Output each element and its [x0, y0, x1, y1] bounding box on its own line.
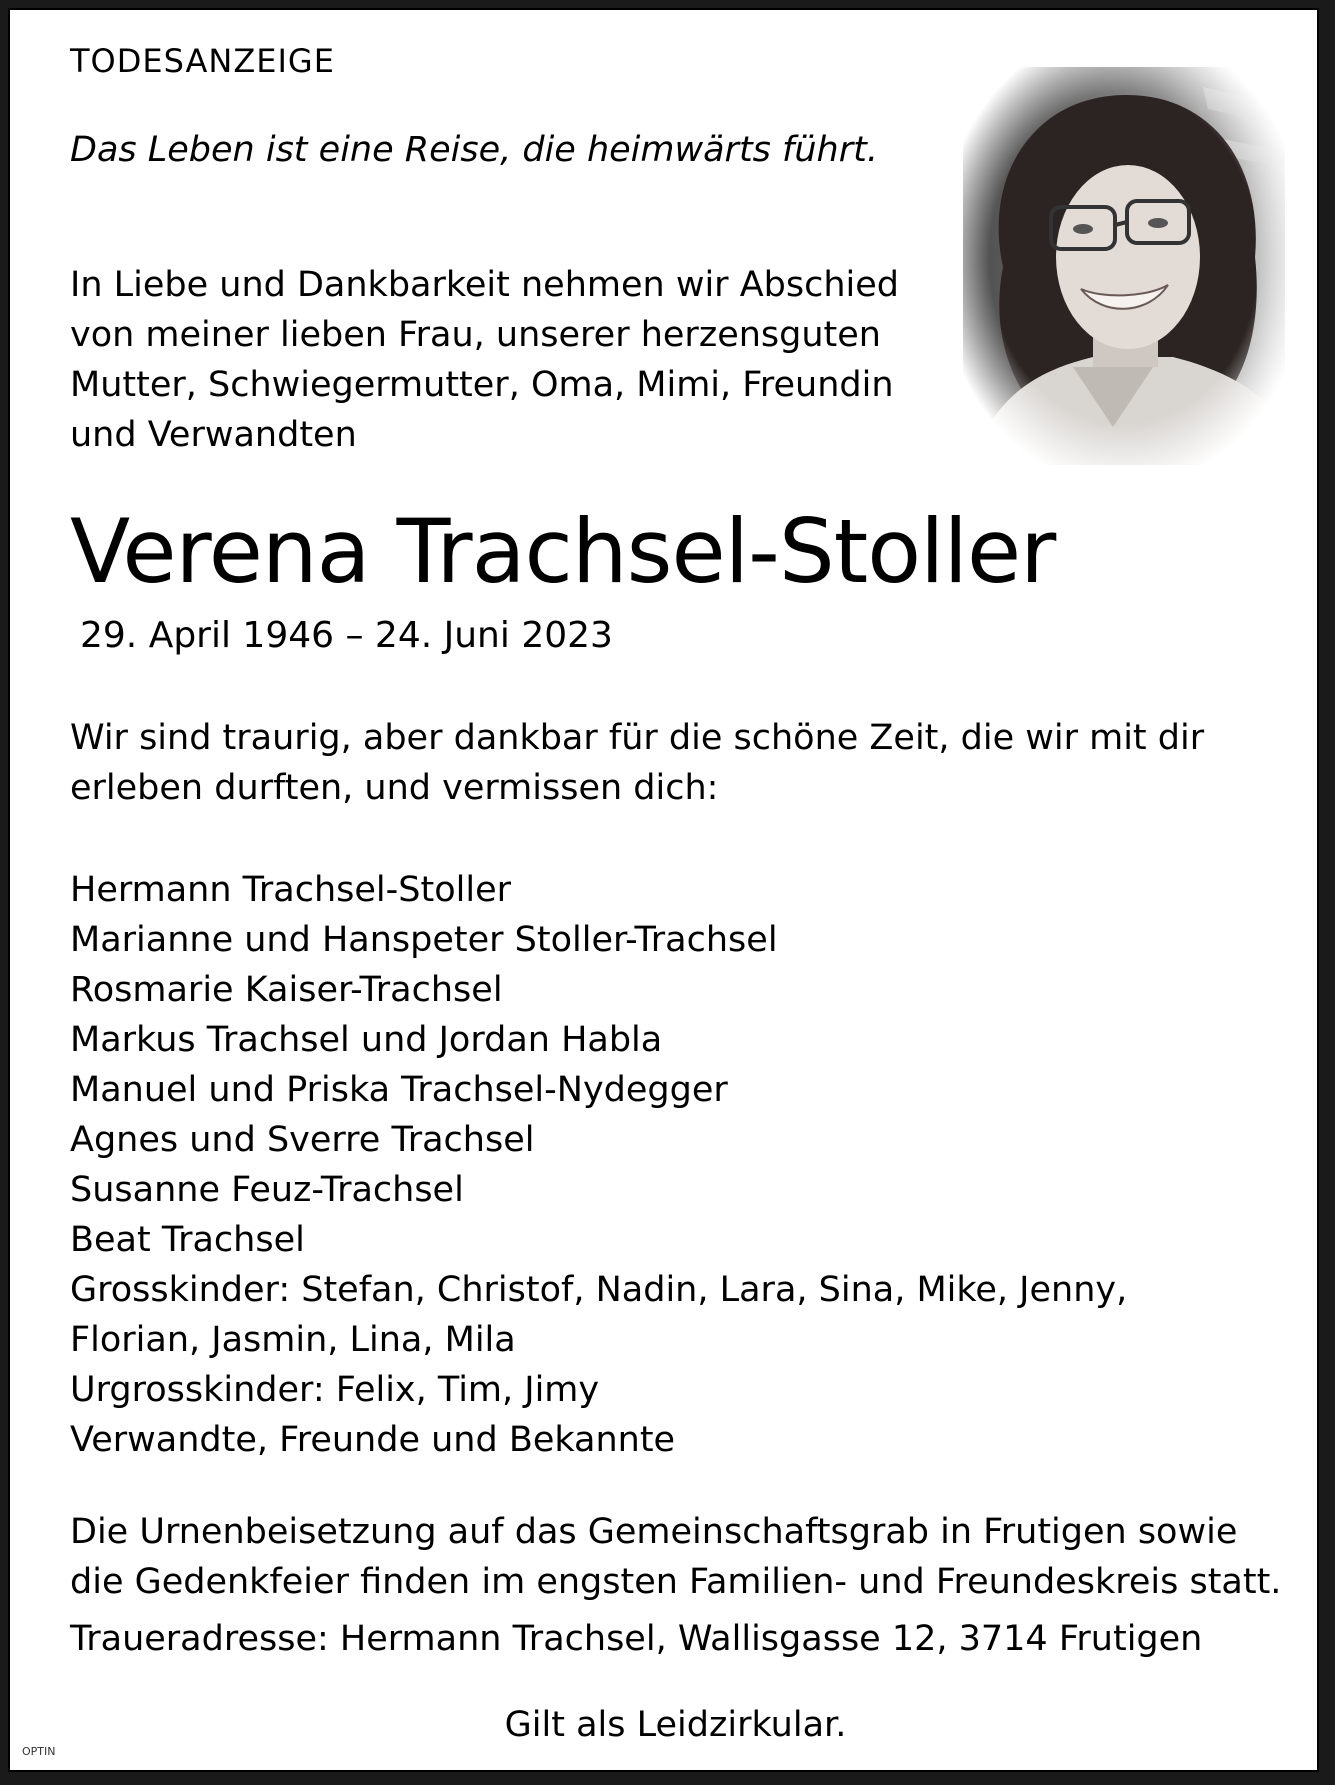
- burial-notice: Die Urnenbeisetzung auf das Gemeinschaftsgrab in Frutigen sowie die Gedenkfeier finden im engsten Familien- und Freundeskreis statt.: [70, 1512, 1282, 1602]
- intro-text: In Liebe und Dankbarkeit nehmen wir Abschied von meiner lieben Frau, unserer herzensguten Mutter, Schwiegermutter, Oma, Mimi, Freundin und Verwandten: [70, 265, 899, 455]
- life-dates: 29. April 1946 – 24. Juni 2023: [80, 615, 613, 656]
- mourner-item: Manuel und Priska Trachsel-Nydegger: [70, 1070, 728, 1110]
- mourner-item: Florian, Jasmin, Lina, Mila: [70, 1320, 516, 1360]
- mourner-item: Rosmarie Kaiser-Trachsel: [70, 970, 503, 1010]
- obituary-card: [8, 8, 1319, 1772]
- mourning-address: Traueradresse: Hermann Trachsel, Wallisgasse 12, 3714 Frutigen: [70, 1619, 1203, 1659]
- press-tag: OPTIN: [22, 1745, 56, 1758]
- mourner-item: Verwandte, Freunde und Bekannte: [70, 1420, 676, 1460]
- mourner-item: Markus Trachsel und Jordan Habla: [70, 1020, 663, 1060]
- mourner-item: Urgrosskinder: Felix, Tim, Jimy: [70, 1370, 600, 1410]
- mourner-item: Marianne und Hanspeter Stoller-Trachsel: [70, 920, 778, 960]
- mourner-item: Susanne Feuz-Trachsel: [70, 1170, 464, 1210]
- circular-note: Gilt als Leidzirkular.: [504, 1705, 847, 1745]
- mourner-item: Grosskinder: Stefan, Christof, Nadin, Lara, Sina, Mike, Jenny,: [70, 1270, 1128, 1310]
- quote-text: Das Leben ist eine Reise, die heimwärts führt.: [70, 130, 878, 170]
- portrait-photo: [963, 67, 1285, 465]
- deceased-name: Verena Trachsel-Stoller: [70, 500, 1056, 603]
- mourner-item: Hermann Trachsel-Stoller: [70, 870, 512, 910]
- mourner-item: Beat Trachsel: [70, 1220, 305, 1260]
- notice-type-label: TODESANZEIGE: [70, 42, 335, 80]
- mourner-item: Agnes und Sverre Trachsel: [70, 1120, 535, 1160]
- closing-text: Wir sind traurig, aber dankbar für die schöne Zeit, die wir mit dir erleben durften, und vermissen dich:: [70, 718, 1205, 808]
- mourners-list: [70, 865, 1127, 1465]
